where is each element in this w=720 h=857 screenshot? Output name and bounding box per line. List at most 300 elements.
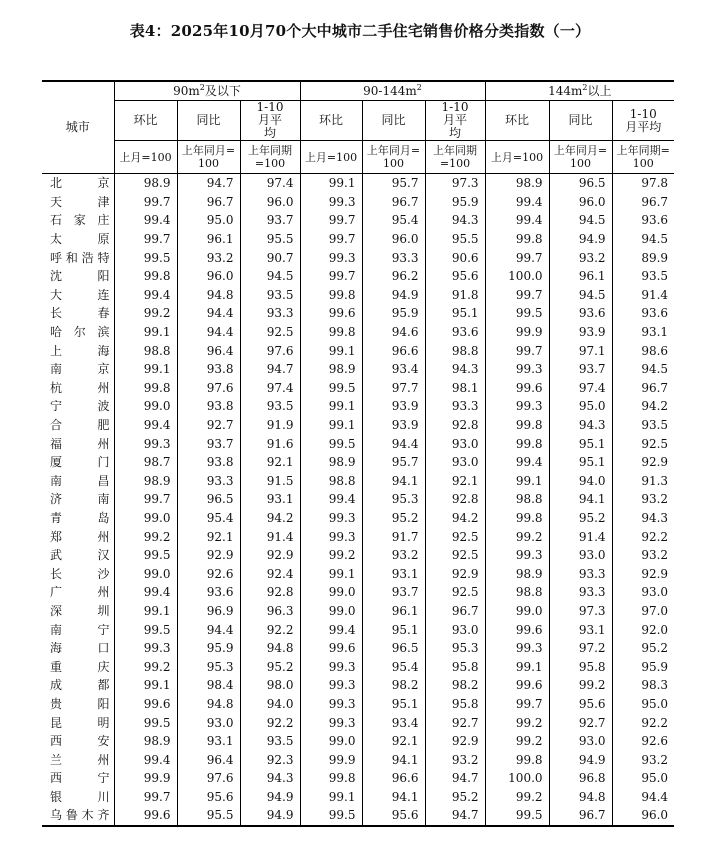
city-name: 海口 — [42, 639, 114, 658]
col-base-yoy: 上年同月=100 — [549, 141, 612, 174]
table-row — [42, 193, 674, 212]
index-value: 93.3 — [362, 248, 425, 267]
index-value: 92.9 — [425, 564, 485, 583]
table-title: 表4：2025年10月70个大中城市二手住宅销售价格分类指数（一） — [129, 22, 591, 40]
index-value: 99.1 — [114, 323, 177, 342]
city-name: 深圳 — [42, 602, 114, 621]
index-value: 94.7 — [425, 806, 485, 826]
index-value: 94.4 — [641, 789, 669, 804]
index-value: 92.9 — [425, 732, 485, 751]
table-row — [42, 564, 674, 583]
index-value: 99.0 — [114, 397, 177, 416]
index-value: 93.3 — [549, 583, 612, 602]
index-value: 95.4 — [362, 211, 425, 230]
city-name: 成都 — [42, 676, 114, 695]
index-value: 99.6 — [300, 639, 362, 658]
index-value: 99.2 — [114, 527, 177, 546]
index-value: 92.5 — [425, 583, 485, 602]
table-row — [42, 304, 674, 323]
index-value: 99.3 — [300, 676, 362, 695]
index-value: 94.4 — [362, 434, 425, 453]
index-value: 95.0 — [549, 397, 612, 416]
col-base-mom: 上月=100 — [114, 141, 177, 174]
index-value: 99.7 — [300, 267, 362, 286]
index-value: 99.7 — [114, 490, 177, 509]
index-value: 93.7 — [362, 583, 425, 602]
index-value: 95.0 — [641, 696, 669, 711]
index-value: 96.7 — [425, 602, 485, 621]
index-value: 99.1 — [114, 360, 177, 379]
index-value: 95.2 — [549, 509, 612, 528]
index-value: 94.5 — [549, 211, 612, 230]
index-value: 94.8 — [549, 788, 612, 807]
city-name: 兰州 — [42, 750, 114, 769]
index-value: 90.7 — [240, 248, 300, 267]
index-value: 92.9 — [641, 566, 669, 581]
city-name: 太原 — [42, 230, 114, 249]
index-value: 93.8 — [177, 360, 240, 379]
table-row — [42, 360, 674, 379]
table-row — [42, 286, 674, 305]
index-value: 99.5 — [300, 434, 362, 453]
index-value: 94.7 — [177, 174, 240, 193]
index-value: 94.1 — [362, 788, 425, 807]
index-value: 96.7 — [641, 380, 669, 395]
index-value: 98.8 — [485, 490, 549, 509]
table-row — [42, 472, 674, 491]
city-name: 杭州 — [42, 379, 114, 398]
index-value: 96.2 — [362, 267, 425, 286]
index-value: 94.4 — [177, 620, 240, 639]
table-row — [42, 527, 674, 546]
col-header-yoy: 同比 — [362, 101, 425, 141]
city-name: 沈阳 — [42, 267, 114, 286]
table-row — [42, 788, 674, 807]
index-value: 99.3 — [300, 695, 362, 714]
index-value: 98.9 — [300, 360, 362, 379]
col-base-yoy: 上年同月=100 — [362, 141, 425, 174]
index-value: 91.8 — [425, 286, 485, 305]
index-value: 98.9 — [485, 564, 549, 583]
index-value: 99.2 — [485, 788, 549, 807]
index-value: 94.1 — [362, 750, 425, 769]
index-value: 98.9 — [114, 472, 177, 491]
index-value: 91.5 — [240, 472, 300, 491]
index-value: 95.8 — [425, 695, 485, 714]
index-value: 98.0 — [240, 676, 300, 695]
index-value: 99.3 — [485, 397, 549, 416]
index-value: 94.8 — [177, 695, 240, 714]
index-value: 92.5 — [425, 546, 485, 565]
index-value: 92.9 — [240, 546, 300, 565]
index-value: 95.7 — [362, 174, 425, 193]
index-value: 94.2 — [641, 399, 669, 414]
index-value: 93.0 — [425, 620, 485, 639]
index-value: 99.4 — [300, 620, 362, 639]
index-value: 95.2 — [425, 788, 485, 807]
table-row — [42, 397, 674, 416]
index-value: 92.8 — [425, 490, 485, 509]
index-value: 99.8 — [485, 750, 549, 769]
col-base-mom: 上月=100 — [300, 141, 362, 174]
index-value: 98.9 — [485, 174, 549, 193]
index-value: 99.4 — [485, 193, 549, 212]
city-name: 长沙 — [42, 564, 114, 583]
city-name: 贵阳 — [42, 695, 114, 714]
index-value: 97.7 — [362, 379, 425, 398]
index-value: 91.9 — [240, 416, 300, 435]
index-value: 93.6 — [425, 323, 485, 342]
index-value: 95.9 — [362, 304, 425, 323]
group-header-medium: $90-144m^2$ — [300, 81, 485, 101]
table-row — [42, 806, 674, 826]
city-name: 合肥 — [42, 416, 114, 435]
index-value: 94.1 — [362, 472, 425, 491]
index-value: 94.3 — [549, 416, 612, 435]
index-value: 91.6 — [240, 434, 300, 453]
city-name: 广州 — [42, 583, 114, 602]
index-value: 95.5 — [425, 230, 485, 249]
city-name: 昆明 — [42, 713, 114, 732]
city-name: 长春 — [42, 304, 114, 323]
index-value: 99.5 — [485, 304, 549, 323]
index-value: 96.6 — [362, 341, 425, 360]
index-value: 100.0 — [485, 267, 549, 286]
index-value: 97.8 — [641, 176, 669, 191]
index-value: 98.8 — [425, 341, 485, 360]
index-value: 99.3 — [485, 360, 549, 379]
index-value: 92.1 — [240, 453, 300, 472]
index-value: 93.2 — [549, 248, 612, 267]
table-row — [42, 769, 674, 788]
index-value: 99.4 — [114, 750, 177, 769]
index-value: 93.0 — [641, 585, 669, 600]
col-header-mom: 环比 — [300, 101, 362, 141]
index-value: 93.4 — [362, 360, 425, 379]
index-value: 94.3 — [425, 360, 485, 379]
index-value: 97.4 — [549, 379, 612, 398]
index-value: 95.6 — [549, 695, 612, 714]
index-value: 99.1 — [300, 416, 362, 435]
index-value: 97.0 — [641, 603, 669, 618]
col-header-avg: 1-10月平均 — [425, 101, 485, 141]
index-value: 99.0 — [114, 564, 177, 583]
index-value: 92.7 — [177, 416, 240, 435]
index-value: 98.9 — [300, 453, 362, 472]
index-value: 92.5 — [641, 436, 669, 451]
index-value: 93.5 — [641, 269, 669, 284]
table-row — [42, 546, 674, 565]
index-value: 99.0 — [300, 732, 362, 751]
col-header-avg: 1-10月平均 — [240, 101, 300, 141]
col-header-mom: 环比 — [485, 101, 549, 141]
index-value: 99.7 — [114, 230, 177, 249]
city-name: 武汉 — [42, 546, 114, 565]
index-value: 94.9 — [240, 806, 300, 826]
index-value: 94.8 — [177, 286, 240, 305]
index-value: 94.9 — [362, 286, 425, 305]
index-value: 94.7 — [425, 769, 485, 788]
table-row — [42, 174, 674, 193]
index-value: 99.8 — [300, 323, 362, 342]
index-value: 96.6 — [362, 769, 425, 788]
index-value: 93.5 — [641, 418, 669, 433]
index-value: 93.7 — [240, 211, 300, 230]
index-value: 97.6 — [177, 769, 240, 788]
index-value: 94.3 — [641, 510, 669, 525]
table-row — [42, 267, 674, 286]
index-value: 98.2 — [425, 676, 485, 695]
index-value: 99.8 — [485, 509, 549, 528]
index-value: 94.5 — [240, 267, 300, 286]
index-value: 99.9 — [485, 323, 549, 342]
index-value: 99.0 — [485, 602, 549, 621]
index-value: 100.0 — [485, 769, 549, 788]
index-value: 97.4 — [240, 174, 300, 193]
index-value: 93.0 — [549, 732, 612, 751]
index-value: 91.7 — [362, 527, 425, 546]
index-value: 99.1 — [300, 788, 362, 807]
group-header-small: $90m^2$及以下 — [114, 81, 300, 101]
index-value: 93.2 — [425, 750, 485, 769]
index-value: 99.4 — [485, 211, 549, 230]
index-value: 93.2 — [641, 752, 669, 767]
index-value: 99.4 — [300, 490, 362, 509]
index-value: 94.7 — [240, 360, 300, 379]
table-row — [42, 602, 674, 621]
index-value: 95.2 — [362, 509, 425, 528]
index-value: 96.1 — [362, 602, 425, 621]
index-value: 96.5 — [549, 174, 612, 193]
city-name: 南昌 — [42, 472, 114, 491]
index-value: 92.2 — [240, 713, 300, 732]
city-name: 福州 — [42, 434, 114, 453]
index-value: 93.3 — [425, 397, 485, 416]
city-name: 宁波 — [42, 397, 114, 416]
index-value: 99.8 — [114, 379, 177, 398]
index-value: 99.7 — [485, 341, 549, 360]
table-row — [42, 341, 674, 360]
index-value: 93.2 — [177, 248, 240, 267]
index-value: 99.6 — [114, 695, 177, 714]
table-row — [42, 620, 674, 639]
index-value: 94.1 — [549, 490, 612, 509]
index-value: 96.7 — [641, 194, 669, 209]
index-value: 95.3 — [425, 639, 485, 658]
index-value: 99.3 — [300, 713, 362, 732]
index-value: 93.3 — [549, 564, 612, 583]
index-value: 99.2 — [114, 304, 177, 323]
table-row — [42, 434, 674, 453]
index-value: 95.3 — [177, 657, 240, 676]
index-value: 93.2 — [641, 492, 669, 507]
index-value: 96.0 — [362, 230, 425, 249]
city-name: 南宁 — [42, 620, 114, 639]
index-value: 97.4 — [240, 379, 300, 398]
index-value: 93.7 — [549, 360, 612, 379]
index-value: 95.2 — [240, 657, 300, 676]
index-value: 92.6 — [641, 734, 669, 749]
index-value: 99.1 — [485, 472, 549, 491]
index-value: 92.3 — [240, 750, 300, 769]
index-value: 97.6 — [240, 341, 300, 360]
table-row — [42, 323, 674, 342]
table-row — [42, 211, 674, 230]
index-value: 99.4 — [114, 416, 177, 435]
index-value: 93.1 — [177, 732, 240, 751]
index-value: 93.1 — [362, 564, 425, 583]
index-value: 99.8 — [114, 267, 177, 286]
index-value: 99.0 — [114, 509, 177, 528]
city-name: 上海 — [42, 341, 114, 360]
index-value: 99.0 — [300, 583, 362, 602]
index-value: 93.5 — [240, 286, 300, 305]
index-value: 96.4 — [177, 341, 240, 360]
index-value: 91.3 — [641, 473, 669, 488]
index-value: 96.3 — [240, 602, 300, 621]
city-name: 银川 — [42, 788, 114, 807]
city-name: 厦门 — [42, 453, 114, 472]
col-header-yoy: 同比 — [177, 101, 240, 141]
index-value: 98.8 — [300, 472, 362, 491]
index-value: 93.2 — [362, 546, 425, 565]
index-value: 96.5 — [177, 490, 240, 509]
city-name: 乌鲁木齐 — [42, 806, 114, 826]
table-row — [42, 732, 674, 751]
index-value: 99.3 — [485, 546, 549, 565]
index-value: 99.7 — [114, 193, 177, 212]
city-name: 石家庄 — [42, 211, 114, 230]
city-name: 重庆 — [42, 657, 114, 676]
index-value: 92.2 — [641, 529, 669, 544]
index-value: 99.3 — [300, 193, 362, 212]
index-value: 94.5 — [549, 286, 612, 305]
city-name: 济南 — [42, 490, 114, 509]
index-value: 94.2 — [240, 509, 300, 528]
index-value: 95.0 — [177, 211, 240, 230]
index-value: 93.0 — [425, 434, 485, 453]
index-value: 92.4 — [240, 564, 300, 583]
index-value: 98.2 — [362, 676, 425, 695]
index-value: 97.3 — [425, 174, 485, 193]
index-value: 95.5 — [240, 230, 300, 249]
index-value: 99.6 — [114, 806, 177, 826]
index-value: 92.1 — [177, 527, 240, 546]
index-value: 98.9 — [114, 174, 177, 193]
index-value: 94.2 — [425, 509, 485, 528]
index-value: 95.1 — [549, 434, 612, 453]
table-row — [42, 695, 674, 714]
col-header-mom: 环比 — [114, 101, 177, 141]
table-row — [42, 657, 674, 676]
index-value: 95.6 — [425, 267, 485, 286]
index-value: 99.2 — [300, 546, 362, 565]
index-value: 93.4 — [362, 713, 425, 732]
index-value: 95.2 — [641, 641, 669, 656]
index-value: 99.8 — [485, 434, 549, 453]
index-value: 92.6 — [177, 564, 240, 583]
index-value: 95.9 — [641, 659, 669, 674]
index-value: 92.1 — [425, 472, 485, 491]
index-value: 94.4 — [177, 323, 240, 342]
index-value: 93.6 — [641, 306, 669, 321]
index-value: 99.8 — [485, 230, 549, 249]
index-value: 99.6 — [300, 304, 362, 323]
index-value: 93.3 — [240, 304, 300, 323]
table-row — [42, 416, 674, 435]
index-value: 99.0 — [300, 602, 362, 621]
city-name: 郑州 — [42, 527, 114, 546]
index-value: 93.9 — [362, 397, 425, 416]
index-value: 96.0 — [177, 267, 240, 286]
index-value: 94.3 — [240, 769, 300, 788]
table-row — [42, 248, 674, 267]
index-value: 95.1 — [425, 304, 485, 323]
index-value: 99.3 — [114, 639, 177, 658]
table-row — [42, 230, 674, 249]
index-value: 99.8 — [300, 286, 362, 305]
index-value: 91.4 — [549, 527, 612, 546]
city-name: 天津 — [42, 193, 114, 212]
index-value: 95.6 — [177, 788, 240, 807]
index-value: 99.4 — [485, 453, 549, 472]
index-value: 95.9 — [425, 193, 485, 212]
index-value: 96.9 — [177, 602, 240, 621]
index-value: 93.0 — [549, 546, 612, 565]
index-value: 93.5 — [240, 732, 300, 751]
city-name: 青岛 — [42, 509, 114, 528]
col-base-avg: 上年同期=100 — [240, 141, 300, 174]
index-value: 96.8 — [549, 769, 612, 788]
index-value: 99.1 — [114, 602, 177, 621]
index-value: 94.8 — [240, 639, 300, 658]
index-value: 96.5 — [362, 639, 425, 658]
index-value: 99.5 — [300, 806, 362, 826]
index-value: 99.1 — [114, 676, 177, 695]
index-value: 93.8 — [177, 397, 240, 416]
col-header-yoy: 同比 — [549, 101, 612, 141]
index-value: 95.3 — [362, 490, 425, 509]
index-value: 93.0 — [177, 713, 240, 732]
index-value: 95.1 — [362, 695, 425, 714]
index-value: 94.5 — [641, 232, 669, 247]
index-value: 94.9 — [240, 788, 300, 807]
index-value: 96.7 — [177, 193, 240, 212]
index-value: 99.7 — [485, 286, 549, 305]
index-value: 97.3 — [549, 602, 612, 621]
city-name: 呼和浩特 — [42, 248, 114, 267]
col-base-mom: 上月=100 — [485, 141, 549, 174]
index-value: 95.1 — [362, 620, 425, 639]
index-value: 92.8 — [425, 416, 485, 435]
index-value: 99.4 — [114, 211, 177, 230]
index-value: 98.9 — [114, 732, 177, 751]
index-value: 99.2 — [485, 732, 549, 751]
index-value: 92.5 — [425, 527, 485, 546]
index-value: 93.3 — [177, 472, 240, 491]
index-value: 99.4 — [114, 286, 177, 305]
table-row — [42, 676, 674, 695]
city-column-header: 城市 — [42, 81, 114, 174]
index-value: 99.9 — [300, 750, 362, 769]
table-row — [42, 453, 674, 472]
index-value: 99.7 — [300, 230, 362, 249]
index-value: 99.3 — [300, 527, 362, 546]
index-value: 92.2 — [240, 620, 300, 639]
index-value: 98.8 — [485, 583, 549, 602]
price-index-table — [42, 80, 674, 827]
index-value: 99.9 — [114, 769, 177, 788]
